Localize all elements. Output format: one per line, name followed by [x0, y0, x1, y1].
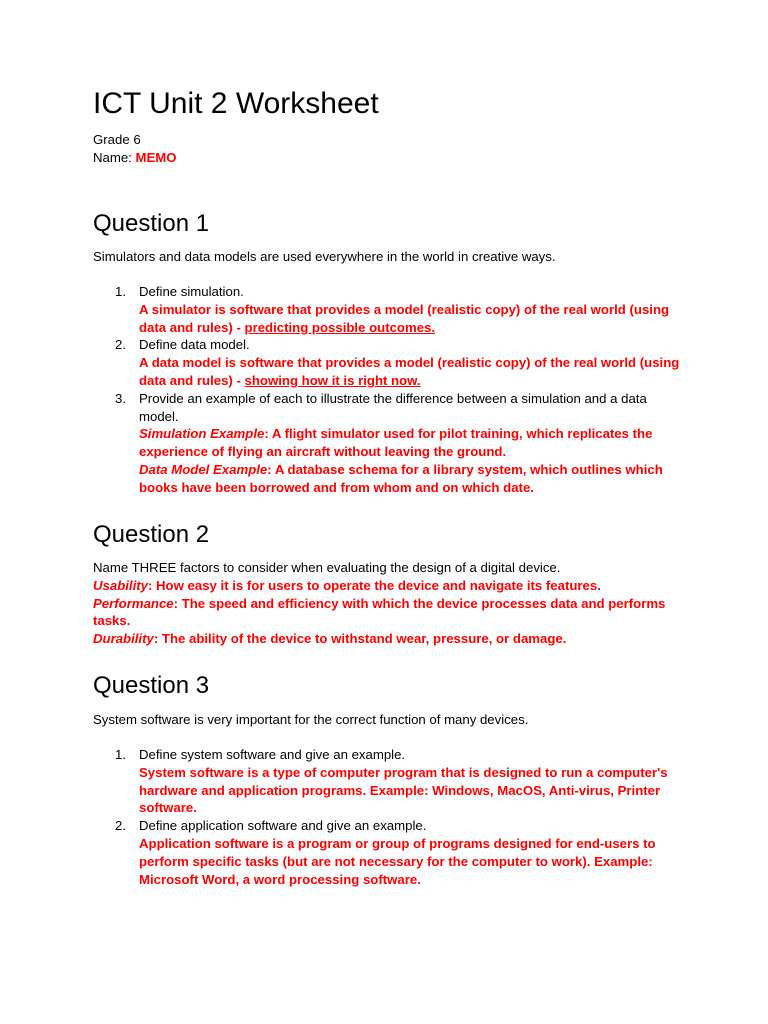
factor-text: : The ability of the device to withstand wear, pressure, or damage. [153, 631, 567, 647]
item-answer [139, 354, 683, 390]
page-title: ICT Unit 2 Worksheet [93, 87, 379, 120]
list-item [93, 746, 683, 817]
factor-usability [93, 577, 683, 595]
item-prompt: Define simulation. [139, 284, 244, 299]
answer-underlined: predicting possible outcomes. [244, 319, 436, 335]
item-prompt: Define system software and give an example. [139, 747, 406, 762]
question-3-list [93, 746, 683, 888]
simulation-example [139, 425, 683, 461]
example-text: : A flight simulator used for pilot training, which replicates the experience of flying an aircraft without leaving the ground. [139, 426, 653, 460]
example-label: Data Model Example [139, 461, 268, 477]
factor-text: : How easy it is for users to operate the device and navigate its features. [147, 577, 601, 593]
name-line [93, 149, 177, 167]
example-label: Simulation Example [139, 426, 265, 442]
grade-line: Grade 6 [93, 132, 141, 147]
factor-label: Usability [93, 577, 148, 593]
item-prompt: Define data model. [139, 337, 250, 353]
item-answer: System software is a type of computer program that is designed to run a computer's hardware and application programs. Example: Windows, MacOS, Anti-virus, Printer software. [139, 764, 668, 816]
list-item [93, 283, 683, 336]
list-item [93, 336, 683, 389]
factor-durability [93, 630, 683, 648]
item-number: 2. [115, 337, 126, 353]
list-item [93, 390, 683, 497]
item-number: 2. [115, 818, 126, 834]
item-prompt: Define application software and give an example. [139, 818, 427, 834]
factor-label: Performance [93, 595, 174, 611]
question-2-heading: Question 2 [93, 521, 210, 548]
item-answer: Application software is a program or group of programs designed for end-users to perform specific tasks (but are not necessary for the computer to work). Example: Microsoft Word, a word processing software. [139, 835, 656, 887]
list-item [93, 817, 683, 888]
question-3-intro: System software is very important for the correct function of many devices. [93, 712, 529, 727]
answer-text: A simulator is software that provides a model (realistic copy) of the real world (using data and rules) - [139, 301, 670, 335]
question-1-list [93, 283, 683, 497]
name-label: Name: [93, 149, 136, 165]
factor-text: : The speed and efficiency with which the device processes data and performs tasks. [93, 595, 666, 629]
answer-text: A data model is software that provides a model (realistic copy) of the real world (using data and rules) - [139, 355, 680, 388]
data-model-example [139, 461, 683, 497]
item-prompt: Provide an example of each to illustrate the difference between a simulation and a data model. [139, 390, 647, 424]
question-2-body [93, 559, 683, 648]
answer-underlined: showing how it is right now. [244, 372, 421, 388]
question-2-intro: Name THREE factors to consider when evaluating the design of a digital device. [93, 560, 561, 575]
item-answer [139, 301, 683, 337]
example-text: : A database schema for a library system, which outlines which books have been borrowed and from whom and on which date. [139, 461, 663, 495]
item-number: 1. [115, 747, 126, 762]
factor-label: Durability [93, 631, 154, 647]
question-3-heading: Question 3 [93, 672, 210, 699]
item-number: 1. [115, 284, 126, 299]
item-number: 3. [115, 390, 126, 406]
question-1-heading: Question 1 [93, 210, 210, 237]
name-value: MEMO [135, 149, 177, 165]
worksheet-meta [93, 131, 177, 167]
question-1-intro: Simulators and data models are used everywhere in the world in creative ways. [93, 249, 556, 264]
factor-performance [93, 595, 683, 631]
